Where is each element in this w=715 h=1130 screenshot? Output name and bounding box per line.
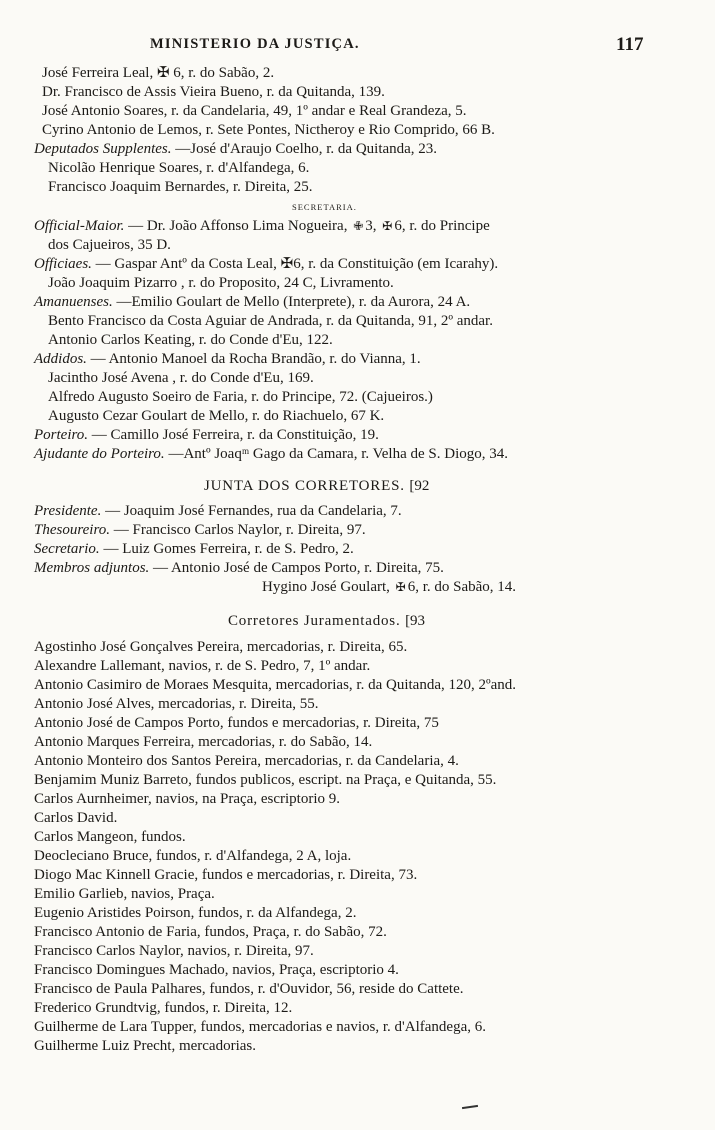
porteiro-text: — Camillo José Ferreira, r. da Constituição, 19. [91, 427, 379, 443]
corretor-entry: Carlos Aurnheimer, navios, na Praça, escriptorio 9. [34, 791, 340, 807]
deputies-label: Deputados Supplentes. [34, 141, 172, 157]
corretor-entry: Guilherme de Lara Tupper, fundos, mercadorias e navios, r. d'Alfandega, 6. [34, 1019, 486, 1035]
addidos-entry: Jacintho José Avena , r. do Conde d'Eu, 169. [48, 370, 314, 386]
page-header [0, 34, 715, 60]
junta-ref: [92 [409, 478, 430, 494]
addidos-entry: Augusto Cezar Goulart de Mello, r. do Riachuelo, 67 K. [48, 408, 385, 424]
junta-heading: JUNTA DOS CORRETORES. [204, 478, 405, 494]
corretor-entry: Eugenio Aristides Poirson, fundos, r. da Alfandega, 2. [34, 905, 357, 921]
corretor-entry: Alexandre Lallemant, navios, r. de S. Pedro, 7, 1º andar. [34, 658, 371, 674]
secretaria-heading: SECRETARIA. [292, 202, 357, 212]
membros-second-line [262, 578, 516, 597]
corretor-entry: Benjamim Muniz Barreto, fundos publicos, escript. na Praça, e Quitanda, 55. [34, 772, 497, 788]
membros-second-address: 6, r. do Sabão, 14. [407, 579, 517, 595]
porteiro-label: Porteiro. [34, 427, 89, 443]
membros-first: — Antonio José de Campos Porto, r. Direita, 75. [153, 560, 444, 576]
corretores-heading: Corretores Juramentados. [228, 613, 401, 629]
officiaes-label: Officiaes. [34, 256, 92, 272]
officiaes-entry: João Joaquim Pizarro , r. do Proposito, 24 C, Livramento. [48, 275, 394, 291]
commission-member: José Antonio Soares, r. da Candelaria, 49, 1º andar e Real Grandeza, 5. [42, 103, 467, 119]
corretor-entry: Agostinho José Gonçalves Pereira, mercadorias, r. Direita, 65. [34, 639, 408, 655]
page-number: 117 [616, 34, 644, 55]
corretor-entry: Francisco Carlos Naylor, navios, r. Direita, 97. [34, 943, 314, 959]
official-maior-line [34, 217, 490, 236]
amanuenses-entry: Bento Francisco da Costa Aguiar de Andrada, r. da Quitanda, 91, 2º andar. [48, 313, 493, 329]
amanuenses-entry: Antonio Carlos Keating, r. do Conde d'Eu, 122. [48, 332, 333, 348]
amanuenses-label: Amanuenses. [34, 294, 113, 310]
corretor-entry: Frederico Grundtvig, fundos, r. Direita, 12. [34, 1000, 293, 1016]
corretor-entry: Antonio Marques Ferreira, mercadorias, r. do Sabão, 14. [34, 734, 373, 750]
official-maior-cont: dos Cajueiros, 35 D. [48, 237, 171, 253]
corretor-entry: Guilherme Luiz Precht, mercadorias. [34, 1038, 256, 1054]
addidos-entry: Alfredo Augusto Soeiro de Faria, r. do Principe, 72. (Cajueiros.) [48, 389, 433, 405]
membros-line [34, 559, 444, 578]
porteiro-line [34, 426, 379, 445]
ink-mark [462, 1105, 478, 1109]
corretores-ref: [93 [405, 613, 426, 629]
corretor-entry: Emilio Garlieb, navios, Praça. [34, 886, 215, 902]
order-rose-icon: ✠ [382, 219, 393, 233]
deputies-first: —José d'Araujo Coelho, r. da Quitanda, 23. [175, 141, 438, 157]
thesoureiro-text: — Francisco Carlos Naylor, r. Direita, 97. [113, 522, 366, 538]
commission-member: José Ferreira Leal, ✠ 6, r. do Sabão, 2. [42, 65, 275, 81]
officiaes-first: — Gaspar Antº da Costa Leal, ✠6, r. da Constituição (em Icarahy). [95, 256, 499, 272]
official-maior-address: 6, r. do Principe [394, 218, 490, 234]
officiaes-line [34, 255, 498, 274]
presidente-line [34, 502, 402, 521]
commission-member: Dr. Francisco de Assis Vieira Bueno, r. da Quitanda, 139. [42, 84, 385, 100]
addidos-first: — Antonio Manoel da Rocha Brandão, r. do Vianna, 1. [90, 351, 421, 367]
corretor-entry: Deocleciano Bruce, fundos, r. d'Alfandega, 2 A, loja. [34, 848, 352, 864]
ajudante-line [34, 445, 508, 464]
secretario-label: Secretario. [34, 541, 100, 557]
running-title: MINISTERIO DA JUSTIÇA. [150, 36, 360, 52]
order-rose-icon: ✠ [395, 580, 406, 594]
secretario-line [34, 540, 354, 559]
junta-heading-line [204, 477, 429, 496]
corretor-entry: Francisco de Paula Palhares, fundos, r. d'Ouvidor, 56, reside do Cattete. [34, 981, 464, 997]
corretores-heading-line [228, 612, 425, 631]
deputy-entry: Nicolão Henrique Soares, r. d'Alfandega, 6. [48, 160, 310, 176]
official-maior-name: — Dr. João Affonso Lima Nogueira, [128, 218, 348, 234]
addidos-label: Addidos. [34, 351, 87, 367]
presidente-text: — Joaquim José Fernandes, rua da Candelaria, 7. [105, 503, 402, 519]
deputies-line [34, 140, 437, 159]
corretor-entry: Diogo Mac Kinnell Gracie, fundos e mercadorias, r. Direita, 73. [34, 867, 418, 883]
thesoureiro-line [34, 521, 366, 540]
order-cross-icon: ✙ [353, 219, 364, 233]
thesoureiro-label: Thesoureiro. [34, 522, 110, 538]
membros-label: Membros adjuntos. [34, 560, 150, 576]
corretor-entry: Antonio José Alves, mercadorias, r. Direita, 55. [34, 696, 319, 712]
ajudante-label: Ajudante do Porteiro. [34, 446, 165, 462]
corretor-entry: Antonio José de Campos Porto, fundos e mercadorias, r. Direita, 75 [34, 715, 439, 731]
ajudante-text: —Antº Joaqᵐ Gago da Camara, r. Velha de S. Diogo, 34. [168, 446, 509, 462]
corretor-entry: Francisco Domingues Machado, navios, Praça, escriptorio 4. [34, 962, 399, 978]
corretor-entry: Carlos David. [34, 810, 118, 826]
official-maior-rank: 3, [365, 218, 377, 234]
deputy-entry: Francisco Joaquim Bernardes, r. Direita, 25. [48, 179, 313, 195]
corretor-entry: Carlos Mangeon, fundos. [34, 829, 186, 845]
secretario-text: — Luiz Gomes Ferreira, r. de S. Pedro, 2. [103, 541, 354, 557]
corretor-entry: Francisco Antonio de Faria, fundos, Praça, r. do Sabão, 72. [34, 924, 387, 940]
corretor-entry: Antonio Monteiro dos Santos Pereira, mercadorias, r. da Candelaria, 4. [34, 753, 459, 769]
corretor-entry: Antonio Casimiro de Moraes Mesquita, mercadorias, r. da Quitanda, 120, 2ºand. [34, 677, 517, 693]
amanuenses-line [34, 293, 470, 312]
presidente-label: Presidente. [34, 503, 102, 519]
amanuenses-first: —Emilio Goulart de Mello (Interprete), r. da Aurora, 24 A. [116, 294, 471, 310]
official-maior-label: Official-Maior. [34, 218, 125, 234]
commission-member: Cyrino Antonio de Lemos, r. Sete Pontes, Nictheroy e Rio Comprido, 66 B. [42, 122, 495, 138]
membros-second-name: Hygino José Goulart, [262, 579, 390, 595]
addidos-line [34, 350, 421, 369]
